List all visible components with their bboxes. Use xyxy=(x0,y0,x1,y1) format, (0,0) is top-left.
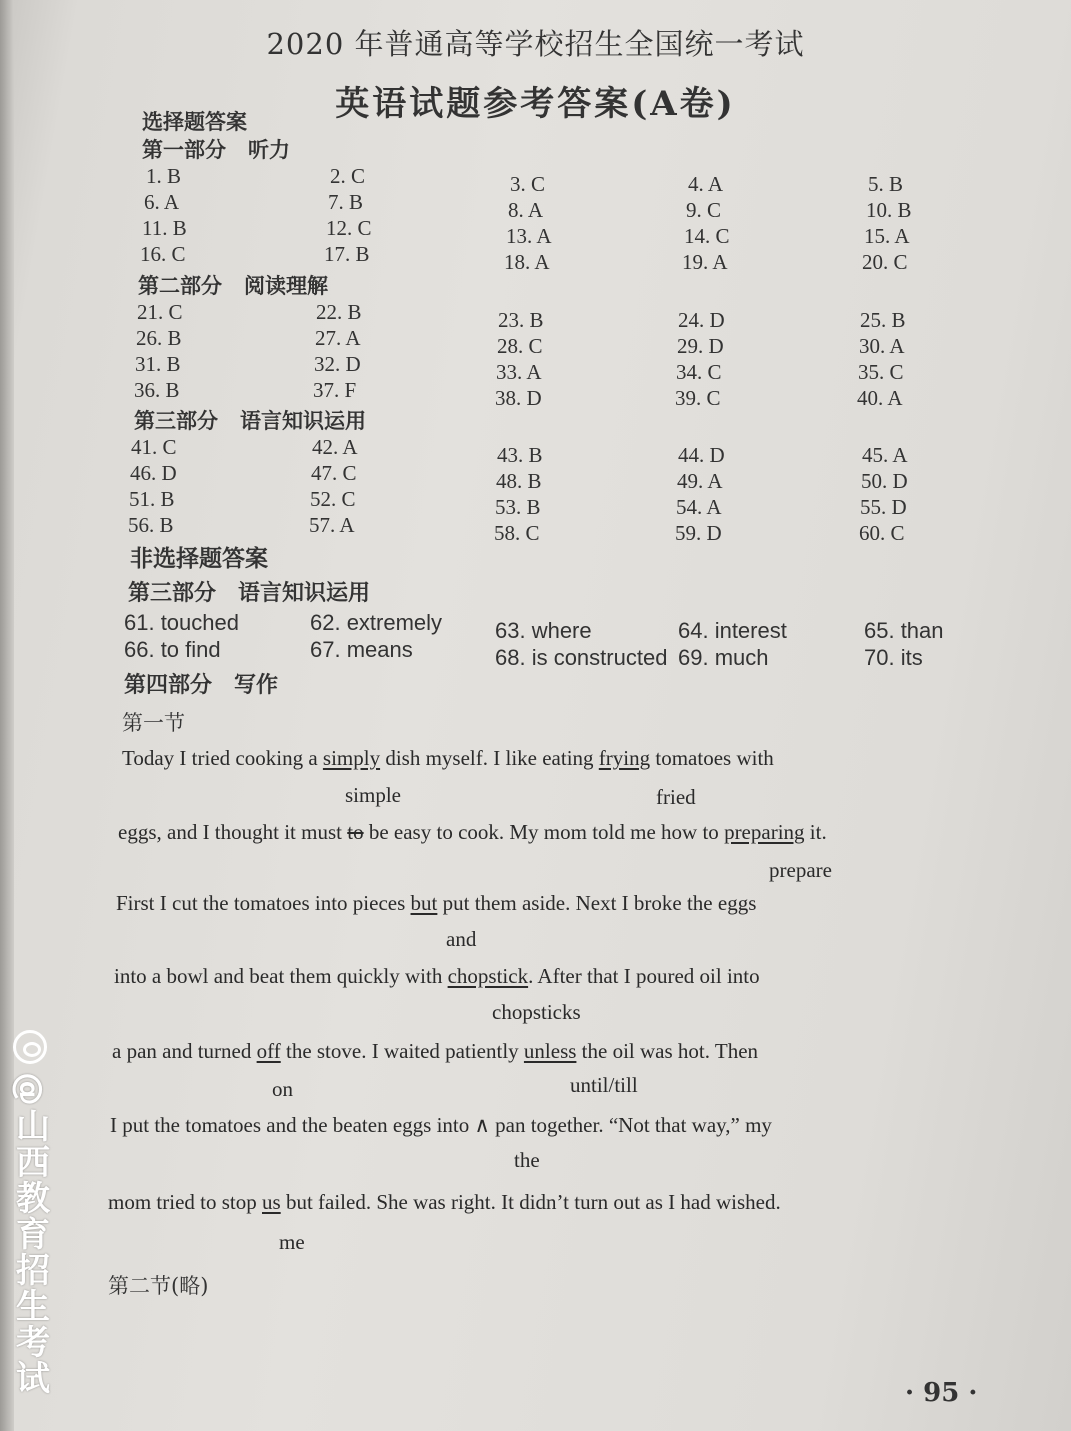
part3-name: 语言知识运用 xyxy=(240,408,366,433)
essay-line-1: Today I tried cooking a simply dish myself. I like eating frying tomatoes with xyxy=(122,746,774,770)
section2-heading: 第二节(略) xyxy=(108,1274,209,1298)
correction: me xyxy=(279,1230,305,1254)
answer-item: 39. C xyxy=(675,386,721,410)
answer-item: 41. C xyxy=(131,435,177,459)
answer-item: 23. B xyxy=(498,308,544,332)
answer-item: 1. B xyxy=(146,164,182,188)
answer-item: 68. is constructed xyxy=(495,645,668,670)
correction: fried xyxy=(656,785,696,809)
nonmc-part3-label: 第三部分 xyxy=(128,580,217,606)
answer-item: 3. C xyxy=(510,172,546,196)
answer-item: 58. C xyxy=(494,521,540,545)
part2-heading xyxy=(138,270,328,300)
part4-heading xyxy=(124,668,278,699)
error-word: preparing xyxy=(724,820,805,844)
part3-label: 第三部分 xyxy=(134,408,218,433)
answer-item: 25. B xyxy=(860,308,906,332)
answer-item: 46. D xyxy=(130,461,177,485)
answer-item: 8. A xyxy=(508,198,544,222)
correction: until/till xyxy=(570,1073,638,1097)
answer-item: 27. A xyxy=(315,326,361,350)
error-word: but xyxy=(410,891,438,915)
nonmc-part3-heading xyxy=(128,576,370,607)
error-word: chopstick xyxy=(447,964,529,988)
part2-label: 第二部分 xyxy=(138,273,222,298)
answer-item: 38. D xyxy=(495,386,542,410)
insert-caret: ∧ xyxy=(474,1113,490,1137)
answer-item: 21. C xyxy=(137,300,183,324)
answer-item: 63. where xyxy=(495,618,592,643)
answer-item: 53. B xyxy=(495,495,541,519)
answer-item: 56. B xyxy=(128,513,174,537)
answer-item: 31. B xyxy=(135,352,181,376)
answer-item: 29. D xyxy=(677,334,724,358)
essay-line-6: I put the tomatoes and the beaten eggs into ∧ pan together. “Not that way,” my xyxy=(110,1113,772,1137)
answer-item: 69. much xyxy=(678,645,769,670)
part1-label: 第一部分 xyxy=(142,137,226,162)
part4-label: 第四部分 xyxy=(124,672,213,698)
answer-item: 19. A xyxy=(682,250,728,274)
answer-item: 60. C xyxy=(859,521,905,545)
nonmc-part3-name: 语言知识运用 xyxy=(238,580,371,606)
answer-item: 26. B xyxy=(136,326,182,350)
page-number: · 95 · xyxy=(905,1378,978,1408)
answer-item: 9. C xyxy=(686,198,722,222)
answer-item: 13. A xyxy=(506,224,552,248)
answer-item: 49. A xyxy=(677,469,723,493)
essay-line-7: mom tried to stop us but failed. She was right. It didn’t turn out as I had wished. xyxy=(108,1190,781,1214)
answer-item: 62. extremely xyxy=(310,610,443,635)
answer-item: 28. C xyxy=(497,334,543,358)
watermark-text: @山西教育招生考试 xyxy=(9,1072,50,1396)
correction: on xyxy=(272,1077,293,1101)
error-word: off xyxy=(256,1039,281,1063)
answer-item: 45. A xyxy=(862,443,908,467)
error-word: us xyxy=(262,1190,281,1214)
answer-item: 15. A xyxy=(864,224,910,248)
weibo-icon xyxy=(13,1030,47,1064)
correction: and xyxy=(446,927,477,951)
answer-item: 14. C xyxy=(684,224,730,248)
answer-item: 16. C xyxy=(140,242,186,266)
error-word: unless xyxy=(523,1039,577,1063)
essay-line-2: eggs, and I thought it must to be easy to cook. My mom told me how to preparing it. xyxy=(118,820,827,844)
answer-item: 18. A xyxy=(504,250,550,274)
answer-item: 7. B xyxy=(328,190,364,214)
correction: simple xyxy=(345,783,401,807)
answer-item: 10. B xyxy=(866,198,912,222)
answer-item: 61. touched xyxy=(124,610,239,635)
answer-item: 20. C xyxy=(862,250,908,274)
answer-item: 44. D xyxy=(678,443,725,467)
answer-item: 47. C xyxy=(311,461,357,485)
part4-name: 写作 xyxy=(234,672,279,698)
section1-heading: 第一节 xyxy=(122,711,185,735)
answer-item: 35. C xyxy=(858,360,904,384)
part1-name: 听力 xyxy=(248,137,290,162)
answer-item: 22. B xyxy=(316,300,362,324)
mc-heading: 选择题答案 xyxy=(142,109,247,134)
error-word: simply xyxy=(322,746,381,770)
answer-item: 17. B xyxy=(324,242,370,266)
answer-item: 37. F xyxy=(313,378,357,402)
answer-item: 2. C xyxy=(330,164,366,188)
answer-item: 11. B xyxy=(142,216,187,240)
answer-item: 64. interest xyxy=(678,618,787,643)
answer-item: 50. D xyxy=(861,469,908,493)
correction: prepare xyxy=(769,858,832,882)
essay-line-4: into a bowl and beat them quickly with chopstick. After that I poured oil into xyxy=(114,964,760,988)
answer-item: 24. D xyxy=(678,308,725,332)
answer-key-title: 英语试题参考答案(A卷) xyxy=(335,84,736,124)
answer-item: 43. B xyxy=(497,443,543,467)
nonmc-heading: 非选择题答案 xyxy=(130,545,268,572)
answer-item: 5. B xyxy=(868,172,904,196)
answer-item: 55. D xyxy=(860,495,907,519)
essay-line-5: a pan and turned off the stove. I waited patiently unless the oil was hot. Then xyxy=(112,1039,759,1063)
answer-item: 52. C xyxy=(310,487,356,511)
watermark xyxy=(8,1030,52,1430)
part1-heading xyxy=(142,134,290,164)
answer-item: 33. A xyxy=(496,360,542,384)
answer-item: 70. its xyxy=(864,645,923,670)
answer-item: 32. D xyxy=(314,352,361,376)
essay-line-3: First I cut the tomatoes into pieces but put them aside. Next I broke the eggs xyxy=(116,891,757,915)
correction: the xyxy=(514,1148,540,1172)
answer-item: 36. B xyxy=(134,378,180,402)
answer-item: 6. A xyxy=(144,190,180,214)
answer-item: 30. A xyxy=(859,334,905,358)
answer-item: 57. A xyxy=(309,513,355,537)
answer-item: 65. than xyxy=(864,618,944,643)
exam-title: 2020 年普通高等学校招生全国统一考试 xyxy=(266,27,805,61)
answer-item: 51. B xyxy=(129,487,175,511)
answer-item: 4. A xyxy=(688,172,724,196)
answer-item: 12. C xyxy=(326,216,372,240)
answer-item: 54. A xyxy=(676,495,722,519)
error-word: to xyxy=(347,820,364,844)
answer-item: 59. D xyxy=(675,521,722,545)
part3-heading xyxy=(134,405,366,435)
answer-item: 48. B xyxy=(496,469,542,493)
error-word: frying xyxy=(598,746,651,770)
answer-item: 34. C xyxy=(676,360,722,384)
correction: chopsticks xyxy=(492,1000,581,1024)
answer-item: 42. A xyxy=(312,435,358,459)
answer-item: 67. means xyxy=(310,637,413,662)
part2-name: 阅读理解 xyxy=(244,273,328,298)
answer-item: 66. to find xyxy=(124,637,221,662)
answer-item: 40. A xyxy=(857,386,903,410)
